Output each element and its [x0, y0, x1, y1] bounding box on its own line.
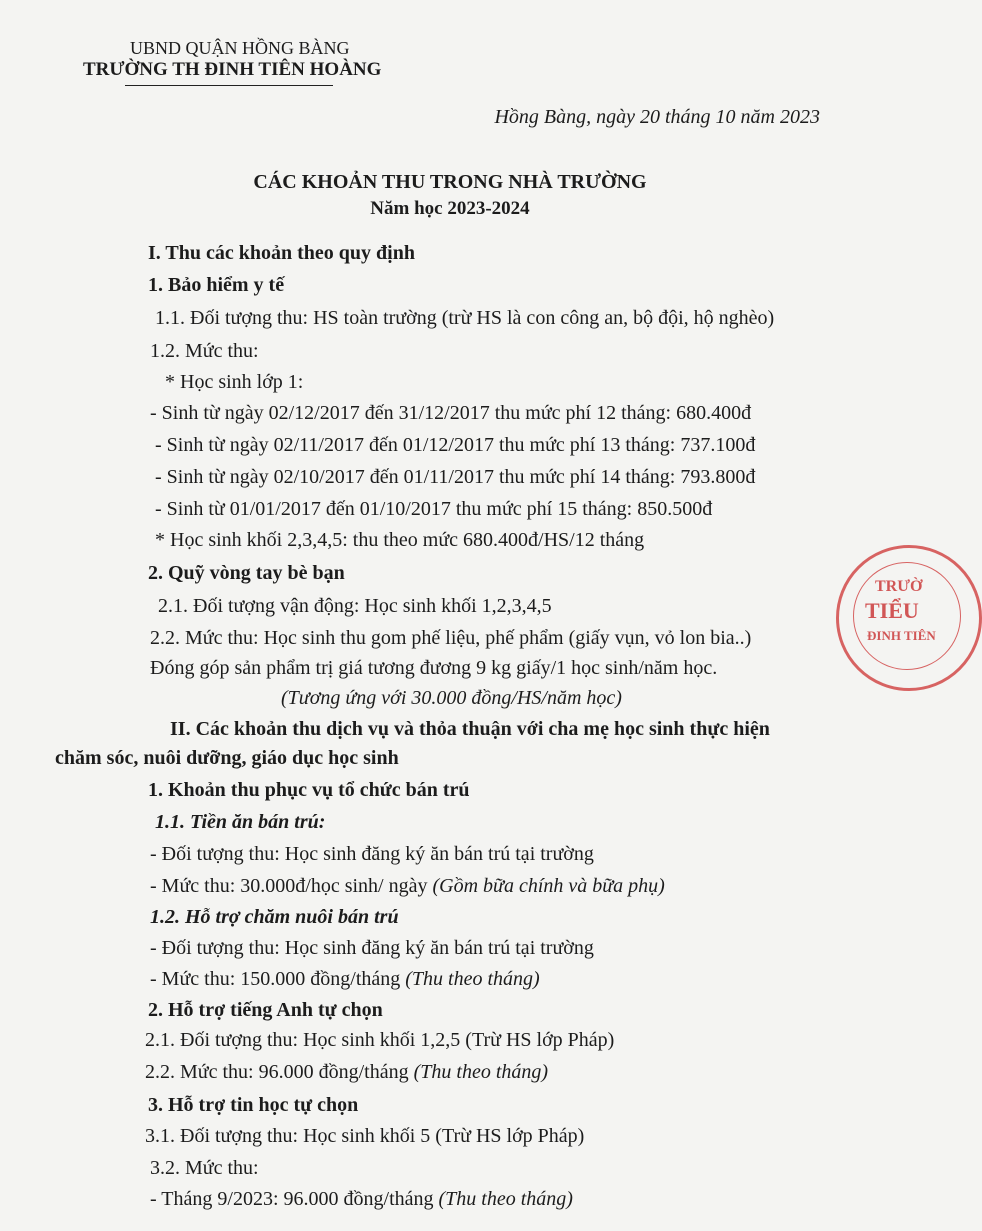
section-heading-cont: chăm sóc, nuôi dưỡng, giáo dục học sinh: [55, 747, 399, 769]
fee-text: - Tháng 9/2023: 96.000 đồng/tháng: [150, 1188, 434, 1210]
paragraph: * Học sinh khối 2,3,4,5: thu theo mức 680.400đ/HS/12 tháng: [155, 529, 645, 551]
fee-note: (Thu theo tháng): [438, 1188, 573, 1210]
paragraph: 2.2. Mức thu: Học sinh thu gom phế liệu, phế phẩm (giấy vụn, vỏ lon bia..): [150, 627, 752, 649]
stamp-text: TIỂU: [865, 598, 919, 623]
section-heading: II. Các khoản thu dịch vụ và thỏa thuận với cha mẹ học sinh thực hiện: [170, 718, 770, 740]
paragraph: 3.1. Đối tượng thu: Học sinh khối 5 (Trừ HS lớp Pháp): [145, 1125, 585, 1147]
subsection-heading: 2. Hỗ trợ tiếng Anh tự chọn: [148, 999, 383, 1021]
fee-text: 2.2. Mức thu: 96.000 đồng/tháng: [145, 1061, 409, 1083]
paragraph: 1.1. Đối tượng thu: HS toàn trường (trừ HS là con công an, bộ đội, hộ nghèo): [155, 307, 775, 329]
fee-note: (Gồm bữa chính và bữa phụ): [432, 875, 665, 897]
paragraph: * Học sinh lớp 1:: [165, 371, 304, 393]
subsection-heading: 2. Quỹ vòng tay bè bạn: [148, 562, 345, 584]
official-stamp: [836, 545, 982, 691]
document-title: CÁC KHOẢN THU TRONG NHÀ TRƯỜNG: [253, 171, 647, 193]
paragraph: 2.1. Đối tượng vận động: Học sinh khối 1,2,3,4,5: [158, 595, 552, 617]
subsection-heading: 3. Hỗ trợ tin học tự chọn: [148, 1094, 359, 1116]
header-underline: [125, 85, 333, 86]
paragraph: [150, 874, 665, 898]
paragraph: - Đối tượng thu: Học sinh đăng ký ăn bán trú tại trường: [150, 843, 594, 865]
subsection-heading: 1.1. Tiền ăn bán trú:: [155, 811, 326, 833]
paragraph: - Đối tượng thu: Học sinh đăng ký ăn bán trú tại trường: [150, 937, 594, 959]
paragraph: Đóng góp sản phẩm trị giá tương đương 9 kg giấy/1 học sinh/năm học.: [150, 657, 718, 679]
fee-note: (Thu theo tháng): [405, 968, 540, 990]
fee-row: - Sinh từ 01/01/2017 đến 01/10/2017 thu mức phí 15 tháng: 850.500đ: [155, 498, 713, 520]
paragraph: 2.1. Đối tượng thu: Học sinh khối 1,2,5 (Trừ HS lớp Pháp): [145, 1029, 615, 1051]
stamp-text: TRƯỜ: [875, 578, 923, 595]
fee-row: - Sinh từ ngày 02/10/2017 đến 01/11/2017 thu mức phí 14 tháng: 793.800đ: [155, 466, 756, 488]
paragraph: [145, 1060, 548, 1084]
header-school: TRƯỜNG TH ĐINH TIÊN HOÀNG: [83, 59, 382, 80]
subsection-heading: 1. Bảo hiểm y tế: [148, 274, 285, 296]
note: (Tương ứng với 30.000 đồng/HS/năm học): [281, 687, 622, 709]
subsection-heading: 1. Khoản thu phục vụ tổ chức bán trú: [148, 779, 470, 801]
paragraph: 3.2. Mức thu:: [150, 1157, 259, 1179]
fee-row: - Sinh từ ngày 02/11/2017 đến 01/12/2017 thu mức phí 13 tháng: 737.100đ: [155, 434, 756, 456]
paragraph: 1.2. Mức thu:: [150, 340, 259, 362]
subsection-heading: 1.2. Hỗ trợ chăm nuôi bán trú: [150, 906, 399, 928]
paragraph: [150, 967, 540, 991]
paragraph: [150, 1187, 573, 1211]
section-heading: I. Thu các khoản theo quy định: [148, 242, 415, 264]
document-subtitle: Năm học 2023-2024: [370, 198, 530, 219]
fee-text: - Mức thu: 150.000 đồng/tháng: [150, 968, 401, 990]
stamp-text: ĐINH TIÊN: [867, 628, 936, 643]
header-org: UBND QUẬN HỒNG BÀNG: [130, 38, 350, 58]
fee-note: (Thu theo tháng): [413, 1061, 549, 1083]
fee-row: - Sinh từ ngày 02/12/2017 đến 31/12/2017 thu mức phí 12 tháng: 680.400đ: [150, 402, 752, 424]
fee-text: - Mức thu: 30.000đ/học sinh/ ngày: [150, 875, 428, 897]
date-line: Hồng Bàng, ngày 20 tháng 10 năm 2023: [494, 106, 820, 128]
